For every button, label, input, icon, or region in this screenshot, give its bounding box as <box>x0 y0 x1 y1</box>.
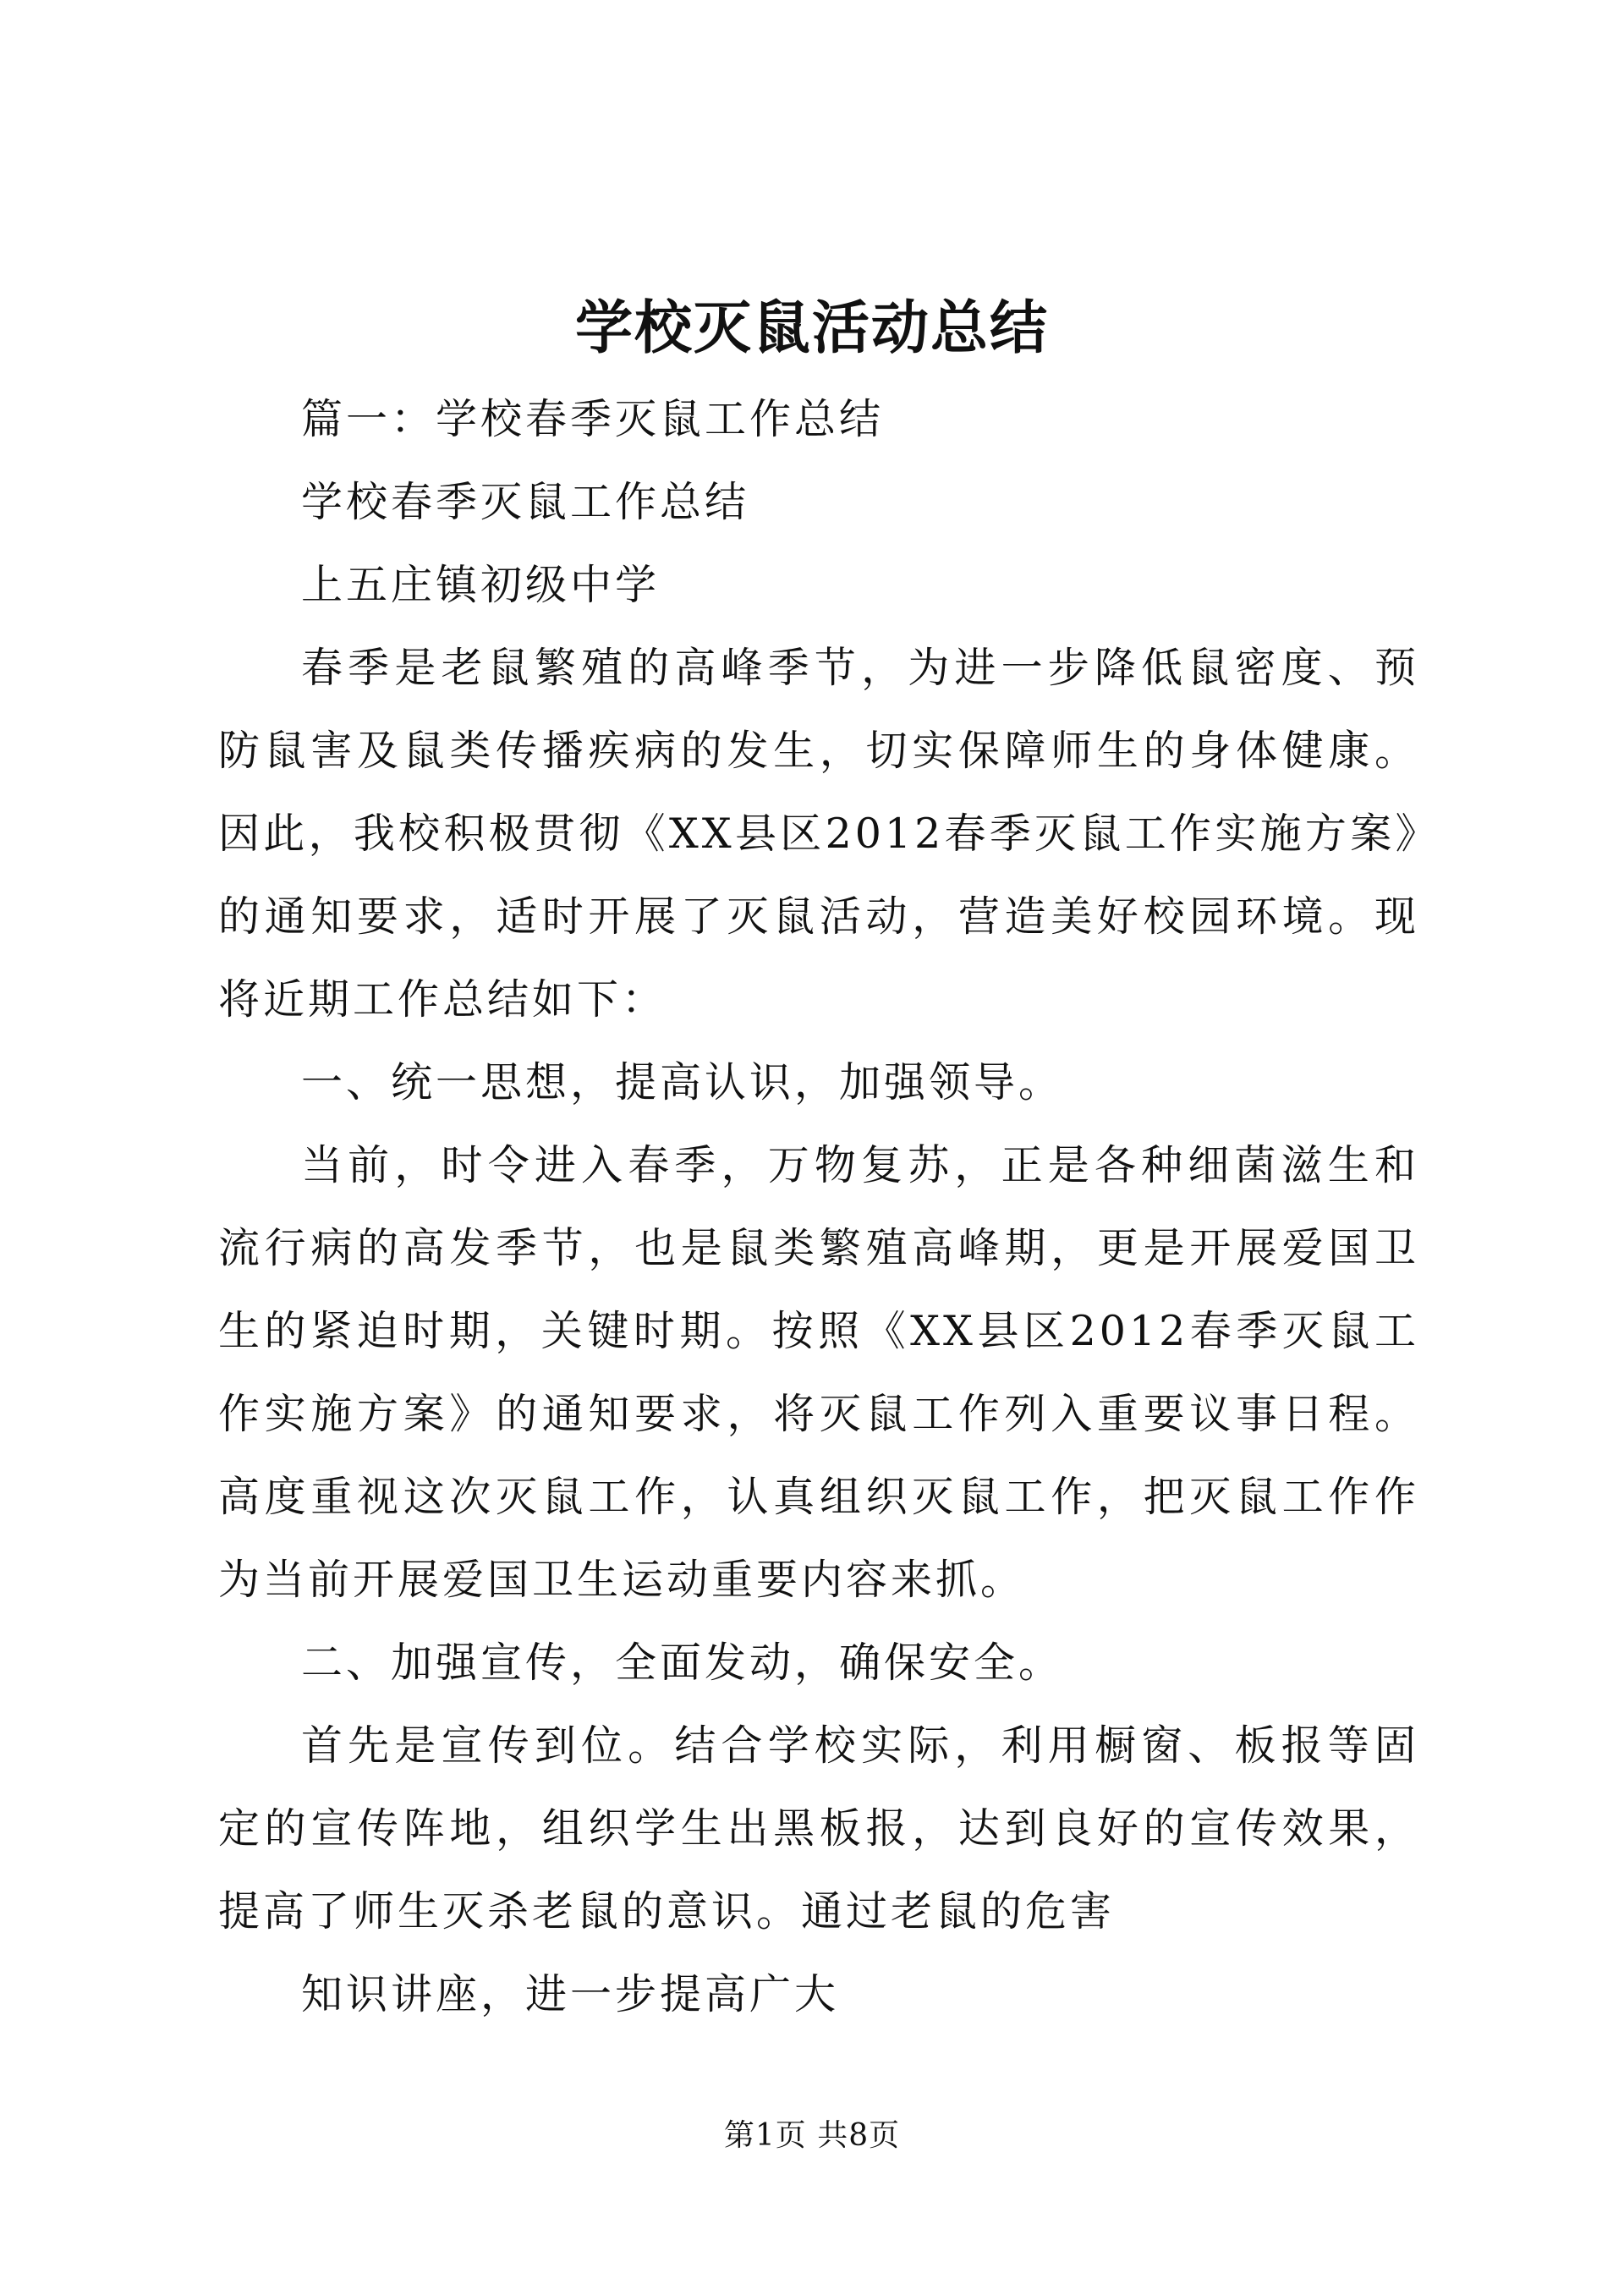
body-paragraph: 首先是宣传到位。结合学校实际，利用橱窗、板报等固定的宣传阵地，组织学生出黑板报，达到良好的宣传效果，提高了师生灭杀老鼠的意识。通过老鼠的危害 <box>218 1721 1419 1935</box>
page-number-footer: 第1页 共8页 <box>723 2118 901 2153</box>
body-paragraph: 春季是老鼠繁殖的高峰季节，为进一步降低鼠密度、预防鼠害及鼠类传播疾病的发生，切实保障师生的身体健康。因此，我校积极贯彻《XX县区2012春季灭鼠工作实施方案》的通知要求，适时开展了灭鼠活动，营造美好校园环境。现将近期工作总结如下： <box>218 644 1419 1024</box>
document-title: 学校灭鼠活动总结 <box>574 294 1049 362</box>
subtitle: 学校春季灭鼠工作总结 <box>301 478 750 526</box>
body-paragraph: 当前，时令进入春季，万物复苏，正是各种细菌滋生和流行病的高发季节，也是鼠类繁殖高峰期，更是开展爱国卫生的紧迫时期，关键时期。按照《XX县区2012春季灭鼠工作实施方案》的通知要求，将灭鼠工作列入重要议事日程。高度重视这次灭鼠工作，认真组织灭鼠工作，把灭鼠工作作为当前开展爱国卫生运动重要内容来抓。 <box>218 1141 1419 1604</box>
organization-name: 上五庄镇初级中学 <box>301 561 661 609</box>
section-heading: 篇一：学校春季灭鼠工作总结 <box>301 395 885 443</box>
point-heading: 一、统一思想，提高认识，加强领导。 <box>301 1058 1064 1106</box>
document-body <box>218 378 1419 2036</box>
body-paragraph: 知识讲座，进一步提高广大 <box>301 1970 840 2018</box>
point-heading: 二、加强宣传，全面发动，确保安全。 <box>301 1639 1064 1687</box>
